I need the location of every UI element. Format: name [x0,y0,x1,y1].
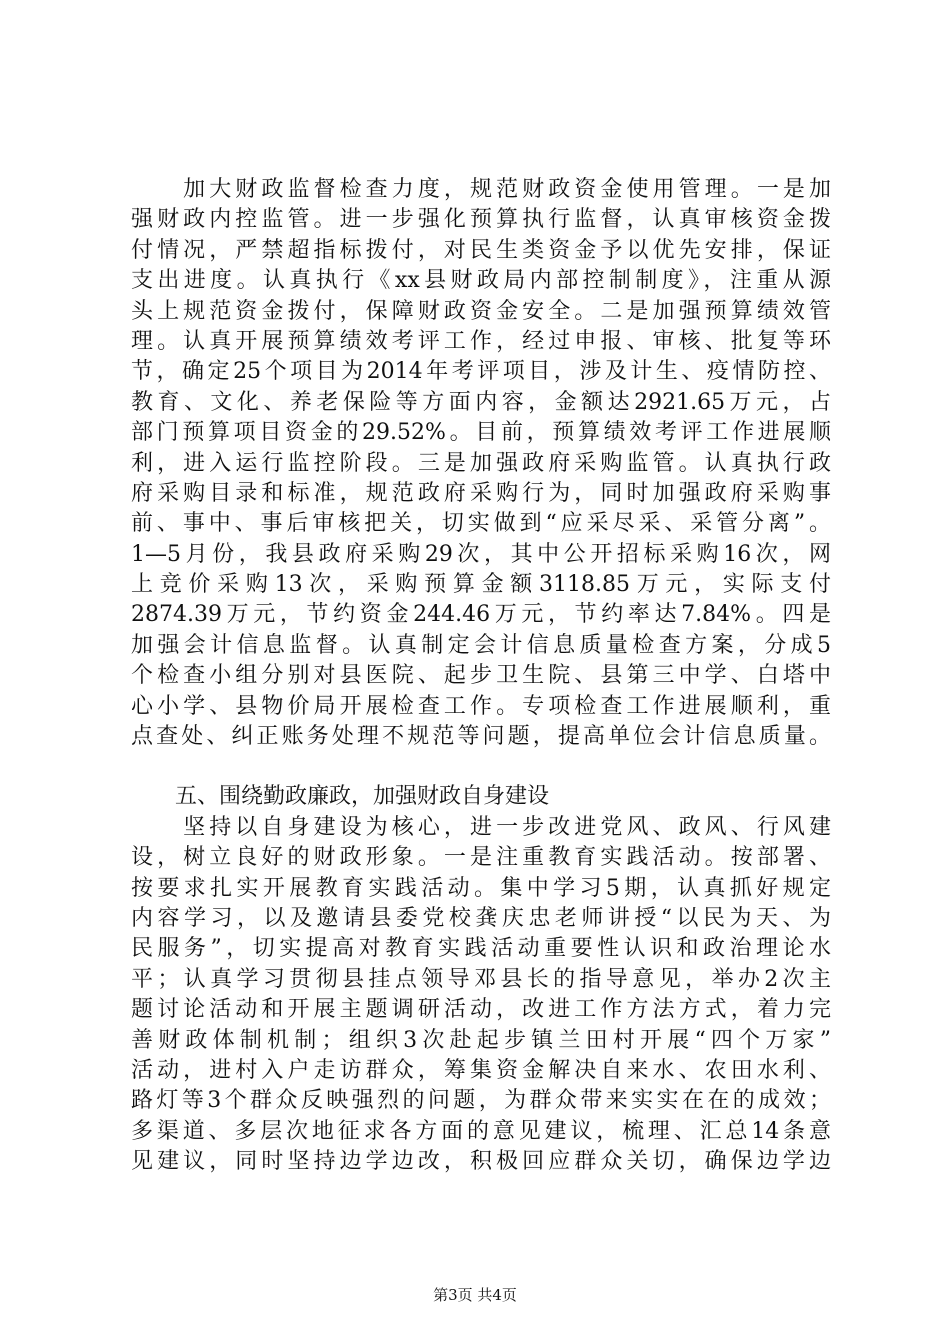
text-line: 头上规范资金拨付，保障财政资金安全。二是加强预算绩效管 [131,298,831,324]
text-line: 部门预算项目资金的29.52%。目前，预算绩效考评工作进展顺 [131,420,831,446]
text-line: 活动，进村入户走访群众，筹集资金解决自来水、农田水利、 [131,1057,831,1083]
text-line: 路灯等3个群众反映强烈的问题，为群众带来实实在在的成效； [131,1088,831,1114]
text-line: 加强会计信息监督。认真制定会计信息质量检查方案，分成5 [131,632,831,658]
text-line: 心小学、县物价局开展检查工作。专项检查工作进展顺利，重 [131,693,831,719]
text-line: 强财政内控监管。进一步强化预算执行监督，认真审核资金拨 [131,207,831,233]
paragraph-budget-supervision [131,175,831,752]
text-line: 前、事中、事后审核把关，切实做到“应采尽采、采管分离”。 [131,511,831,537]
text-line: 按要求扎实开展教育实践活动。集中学习5期，认真抓好规定 [131,875,831,901]
text-line: 个检查小组分别对县医院、起步卫生院、县第三中学、白塔中 [131,663,831,689]
paragraph-spacer [131,752,831,782]
text-line: 加大财政监督检查力度，规范财政资金使用管理。一是加 [131,177,831,202]
text-line: 府采购目录和标准，规范政府采购行为，同时加强政府采购事 [131,480,831,506]
text-line: 上竞价采购13次，采购预算金额3118.85万元，实际支付 [131,572,831,598]
text-line: 2874.39万元，节约资金244.46万元，节约率达7.84%。四是 [131,602,831,628]
text-line: 平；认真学习贯彻县挂点领导邓县长的指导意见，举办2次主 [131,966,831,992]
text-line: 内容学习，以及邀请县委党校龚庆忠老师讲授“以民为天、为 [131,905,831,931]
document-body [131,175,831,1178]
text-line: 多渠道、多层次地征求各方面的意见建议，梳理、汇总14条意 [131,1118,831,1144]
text-line: 民服务”，切实提高对教育实践活动重要性认识和政治理论水 [131,936,831,962]
text-line: 题讨论活动和开展主题调研活动，改进工作方法方式，着力完 [131,997,831,1023]
text-line: 教育、文化、养老保险等方面内容，金额达2921.65万元，占 [131,389,831,415]
text-line: 支出进度。认真执行《xx县财政局内部控制制度》，注重从源 [131,268,831,294]
text-line: 理。认真开展预算绩效考评工作，经过申报、审核、批复等环 [131,328,831,354]
text-line: 见建议，同时坚持边学边改，积极回应群众关切，确保边学边 [131,1149,831,1175]
text-line: 坚持以自身建设为核心，进一步改进党风、政风、行风建 [131,814,831,840]
text-line: 点查处、纠正账务处理不规范等问题，提高单位会计信息质量。 [131,724,831,750]
text-line: 付情况，严禁超指标拨付，对民生类资金予以优先安排，保证 [131,237,831,263]
text-line: 善财政体制机制；组织3次赴起步镇兰田村开展“四个万家” [131,1027,831,1053]
text-line: 利，进入运行监控阶段。三是加强政府采购监管。认真执行政 [131,450,831,476]
paragraph-self-construction [131,813,831,1178]
text-line: 设，树立良好的财政形象。一是注重教育实践活动。按部署、 [131,845,831,871]
section-heading: 五、围绕勤政廉政，加强财政自身建设 [131,784,550,810]
text-line: 1—5月份，我县政府采购29次，其中公开招标采购16次，网 [131,541,831,567]
page-number-footer: 第3页 共4页 [433,1286,517,1304]
text-line: 节，确定25个项目为2014年考评项目，涉及计生、疫情防控、 [131,359,831,385]
